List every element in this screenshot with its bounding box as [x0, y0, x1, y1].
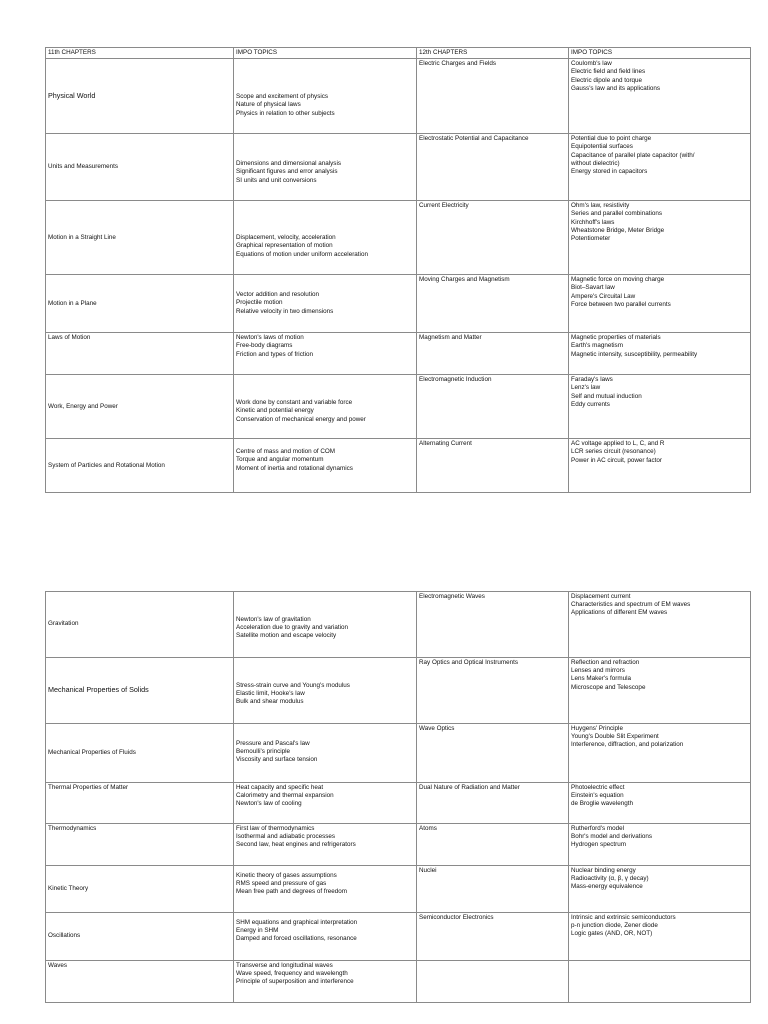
chapter-12-cell	[417, 59, 569, 134]
chapter-11-cell	[46, 866, 234, 913]
topic-item: without dielectric)	[571, 159, 620, 167]
topic-item: Conservation of mechanical energy and power	[236, 415, 366, 423]
table-row	[46, 866, 751, 913]
topic-item: Energy in SHM	[236, 927, 279, 935]
table-row	[46, 59, 751, 134]
topics-11-cell	[234, 201, 417, 275]
table-row	[46, 134, 751, 201]
topics-12-cell	[569, 724, 751, 783]
topics-12-cell	[569, 824, 751, 866]
topics-11-cell	[234, 658, 417, 724]
header-11th-chapters: 11th CHAPTERS	[46, 48, 234, 59]
chapter-11-cell	[46, 724, 234, 783]
chapter-12-name: Alternating Current	[419, 440, 472, 448]
chapter-11-name: Work, Energy and Power	[48, 402, 118, 410]
topic-item: Principle of superposition and interference	[236, 978, 354, 986]
topics-11-cell	[234, 134, 417, 201]
chapter-11-cell	[46, 134, 234, 201]
topic-item: Kinetic and potential energy	[236, 407, 314, 415]
topics-12-cell	[569, 201, 751, 275]
chapter-11-name: Kinetic Theory	[48, 884, 89, 892]
chapter-11-cell	[46, 333, 234, 375]
topic-item: Viscosity and surface tension	[236, 756, 318, 764]
topic-item: Magnetic properties of materials	[571, 334, 661, 342]
chapter-11-cell	[46, 592, 234, 658]
chapter-12-name: Atoms	[419, 825, 437, 832]
table-row	[46, 592, 751, 658]
topics-11-cell	[234, 824, 417, 866]
topic-item: Lenz's law	[571, 384, 601, 392]
topics-11-cell	[234, 59, 417, 134]
chapter-12-name: Electromagnetic Waves	[419, 593, 485, 600]
chapter-11-cell	[46, 913, 234, 961]
topic-item: Series and parallel combinations	[571, 210, 663, 218]
chapter-11-cell	[46, 658, 234, 724]
topic-item: First law of thermodynamics	[236, 825, 315, 832]
topic-item: Mean free path and degrees of freedom	[236, 888, 347, 896]
chapter-11-name: Motion in a Straight Line	[48, 233, 116, 241]
syllabus-table-2	[45, 591, 751, 1003]
topic-item: Scope and excitement of physics	[236, 93, 329, 101]
chapter-12-cell	[417, 201, 569, 275]
topics-12-cell	[569, 961, 751, 1003]
table-row	[46, 724, 751, 783]
topic-item: Nuclear binding energy	[571, 867, 636, 874]
chapter-11-cell	[46, 824, 234, 866]
topics-12-cell	[569, 866, 751, 913]
topic-item: Moment of inertia and rotational dynamics	[236, 464, 353, 472]
topic-item: Transverse and longitudinal waves	[236, 962, 333, 969]
table-row	[46, 201, 751, 275]
table-row	[46, 961, 751, 1003]
topic-item: Equipotential surfaces	[571, 143, 633, 151]
topic-item: Potentiometer	[571, 235, 611, 243]
chapter-12-name: Moving Charges and Magnetism	[419, 276, 510, 284]
chapter-12-cell	[417, 375, 569, 439]
topics-11-cell	[234, 592, 417, 658]
topic-item: Equations of motion under uniform acceleration	[236, 250, 368, 258]
topic-item: Displacement current	[571, 593, 631, 600]
chapter-11-cell	[46, 375, 234, 439]
chapter-11-name: Mechanical Properties of Solids	[48, 685, 149, 695]
topic-item: Bohr's model and derivations	[571, 833, 653, 841]
chapter-12-name: Dual Nature of Radiation and Matter	[419, 784, 520, 791]
chapter-11-name: Units and Measurements	[48, 163, 118, 171]
topic-item: RMS speed and pressure of gas	[236, 880, 327, 888]
topic-item: Elastic limit, Hooke's law	[236, 690, 305, 698]
header-row	[46, 48, 751, 59]
topic-item: Earth's magnetism	[571, 342, 623, 350]
topic-item: de Broglie wavelength	[571, 800, 633, 808]
topic-item: SHM equations and graphical interpretation	[236, 919, 358, 926]
chapter-11-cell	[46, 783, 234, 824]
topic-item: Force between two parallel currents	[571, 300, 671, 308]
topics-11-cell	[234, 375, 417, 439]
chapter-11-cell	[46, 961, 234, 1003]
table-row	[46, 913, 751, 961]
chapter-12-cell	[417, 824, 569, 866]
topics-12-cell	[569, 658, 751, 724]
topic-item: Photoelectric effect	[571, 784, 625, 791]
chapter-11-name: Thermodynamics	[48, 825, 97, 832]
header-12th-chapters: 12th CHAPTERS	[417, 48, 569, 59]
topic-item: Self and mutual induction	[571, 392, 642, 400]
topics-11-cell	[234, 333, 417, 375]
topics-12-cell	[569, 913, 751, 961]
topics-12-cell	[569, 275, 751, 333]
topic-item: Gauss's law and its applications	[571, 84, 661, 92]
topic-item: Microscope and Telescope	[571, 683, 646, 691]
table-1-body	[46, 59, 751, 493]
table-row	[46, 439, 751, 493]
topic-item: Projectile motion	[236, 299, 283, 307]
chapter-12-cell	[417, 724, 569, 783]
topic-item: Power in AC circuit, power factor	[571, 456, 662, 464]
chapter-11-name: Mechanical Properties of Fluids	[48, 748, 136, 756]
topic-item: Acceleration due to gravity and variation	[236, 624, 349, 632]
topic-item: Magnetic intensity, susceptibility, permeability	[571, 350, 698, 358]
chapter-12-name: Magnetism and Matter	[419, 334, 482, 342]
topic-item: Logic gates (AND, OR, NOT)	[571, 930, 653, 938]
topics-11-cell	[234, 439, 417, 493]
topic-item: Ohm's law, resistivity	[571, 202, 630, 210]
topics-11-cell	[234, 783, 417, 824]
topic-item: Graphical representation of motion	[236, 242, 333, 250]
chapter-11-name: Gravitation	[48, 620, 79, 628]
topic-item: SI units and unit conversions	[236, 176, 317, 184]
topic-item: Kinetic theory of gases assumptions	[236, 872, 337, 879]
chapter-11-cell	[46, 201, 234, 275]
topics-11-cell	[234, 866, 417, 913]
table-row	[46, 375, 751, 439]
chapter-11-cell	[46, 439, 234, 493]
topics-11-cell	[234, 961, 417, 1003]
topic-item: Vector addition and resolution	[236, 291, 319, 299]
topic-item: Radioactivity (α, β, γ decay)	[571, 875, 649, 883]
topic-item: Lenses and mirrors	[571, 667, 625, 675]
chapter-12-cell	[417, 134, 569, 201]
topic-item: Hydrogen spectrum	[571, 841, 626, 849]
chapter-12-cell	[417, 275, 569, 333]
chapter-11-name: Thermal Properties of Matter	[48, 784, 129, 791]
table-row	[46, 783, 751, 824]
topic-item: Coulomb's law	[571, 60, 612, 68]
chapter-12-name: Current Electricity	[419, 202, 469, 210]
topic-item: Displacement, velocity, acceleration	[236, 234, 336, 242]
chapter-12-cell	[417, 658, 569, 724]
topic-item: Pressure and Pascal's law	[236, 740, 310, 747]
topic-item: Second law, heat engines and refrigerators	[236, 841, 356, 849]
chapter-11-name: Motion in a Plane	[48, 299, 97, 307]
topic-item: Potential due to point charge	[571, 135, 652, 143]
topic-item: Faraday's laws	[571, 376, 613, 384]
topic-item: Magnetic force on moving charge	[571, 276, 665, 284]
topic-item: Interference, diffraction, and polarization	[571, 741, 684, 749]
header-impo-topics-12: IMPO TOPICS	[569, 48, 751, 59]
topics-12-cell	[569, 333, 751, 375]
chapter-11-name: Waves	[48, 962, 68, 969]
topic-item: Centre of mass and motion of COM	[236, 448, 336, 456]
topic-item: Energy stored in capacitors	[571, 168, 648, 176]
chapter-11-name: Laws of Motion	[48, 334, 91, 342]
table-row	[46, 824, 751, 866]
table-2-body	[46, 592, 751, 1003]
topics-12-cell	[569, 375, 751, 439]
table-row	[46, 275, 751, 333]
topic-item: Dimensions and dimensional analysis	[236, 160, 342, 168]
chapter-12-name: Ray Optics and Optical Instruments	[419, 659, 519, 666]
topic-item: Newton's law of cooling	[236, 800, 302, 808]
topic-item: Physics in relation to other subjects	[236, 109, 335, 117]
topic-item: Work done by constant and variable force	[236, 399, 353, 407]
topic-item: Nature of physical laws	[236, 101, 301, 109]
chapter-12-name: Electromagnetic Induction	[419, 376, 492, 384]
topic-item: Free-body diagrams	[236, 342, 293, 350]
topic-item: Damped and forced oscillations, resonance	[236, 935, 357, 943]
syllabus-table-1	[45, 47, 751, 493]
topics-12-cell	[569, 592, 751, 658]
topic-item: Mass-energy equivalence	[571, 883, 643, 891]
topic-item: Calorimetry and thermal expansion	[236, 792, 334, 800]
chapter-11-cell	[46, 59, 234, 134]
topic-item: Relative velocity in two dimensions	[236, 307, 334, 315]
topic-item: Einstein's equation	[571, 792, 624, 800]
topic-item: Electric dipole and torque	[571, 76, 643, 84]
chapter-12-name: Semiconductor Electronics	[419, 914, 494, 921]
table-row	[46, 333, 751, 375]
chapter-11-name: Oscillations	[48, 932, 81, 940]
chapter-12-cell	[417, 592, 569, 658]
topic-item: Huygens' Principle	[571, 725, 623, 732]
topic-item: Torque and angular momentum	[236, 456, 324, 464]
chapter-11-cell	[46, 275, 234, 333]
topic-item: Characteristics and spectrum of EM waves	[571, 601, 691, 609]
topic-item: Isothermal and adiabatic processes	[236, 833, 336, 841]
topics-11-cell	[234, 724, 417, 783]
topics-12-cell	[569, 59, 751, 134]
topic-item: Biot–Savart law	[571, 284, 615, 292]
topic-item: Ampere's Circuital Law	[571, 292, 636, 300]
header-impo-topics-11: IMPO TOPICS	[234, 48, 417, 59]
chapter-11-name: System of Particles and Rotational Motion	[48, 461, 165, 469]
topic-item: Reflection and refraction	[571, 659, 640, 666]
table-row	[46, 658, 751, 724]
topic-item: Bernoulli's principle	[236, 748, 291, 756]
chapter-12-cell	[417, 439, 569, 493]
topic-item: AC voltage applied to L, C, and R	[571, 440, 665, 448]
chapter-12-cell	[417, 961, 569, 1003]
topics-12-cell	[569, 134, 751, 201]
topic-item: Newton's laws of motion	[236, 334, 304, 342]
topic-item: Bulk and shear modulus	[236, 698, 304, 706]
chapter-12-cell	[417, 783, 569, 824]
topic-item: Intrinsic and extrinsic semiconductors	[571, 914, 676, 921]
topic-item: Lens Maker's formula	[571, 675, 631, 683]
topic-item: Friction and types of friction	[236, 350, 313, 358]
chapter-12-name: Electric Charges and Fields	[419, 60, 496, 68]
topics-11-cell	[234, 275, 417, 333]
topic-item: Stress-strain curve and Young's modulus	[236, 682, 350, 689]
topic-item: Electric field and field lines	[571, 68, 646, 76]
topic-item: Eddy currents	[571, 400, 610, 408]
topic-item: Rutherford's model	[571, 825, 625, 832]
chapter-11-name: Physical World	[48, 91, 96, 101]
topics-12-cell	[569, 783, 751, 824]
topic-item: LCR series circuit (resonance)	[571, 448, 656, 456]
topic-item: Young's Double Slit Experiment	[571, 733, 659, 741]
topic-item: p-n junction diode, Zener diode	[571, 922, 658, 930]
topic-item: Heat capacity and specific heat	[236, 784, 324, 791]
topics-12-cell	[569, 439, 751, 493]
chapter-12-name: Electrostatic Potential and Capacitance	[419, 135, 529, 143]
topic-item: Capacitance of parallel plate capacitor (with/	[571, 151, 695, 159]
chapter-12-name: Nuclei	[419, 867, 437, 874]
topic-item: Significant figures and error analysis	[236, 168, 338, 176]
topic-item: Applications of different EM waves	[571, 609, 668, 617]
chapter-12-cell	[417, 333, 569, 375]
topics-11-cell	[234, 913, 417, 961]
topic-item: Satellite motion and escape velocity	[236, 632, 337, 640]
chapter-12-cell	[417, 866, 569, 913]
topic-item: Wave speed, frequency and wavelength	[236, 970, 348, 978]
topic-item: Wheatstone Bridge, Meter Bridge	[571, 226, 665, 234]
chapter-12-name: Wave Optics	[419, 725, 455, 732]
topic-item: Newton's law of gravitation	[236, 616, 311, 623]
topic-item: Kirchhoff's laws	[571, 218, 615, 226]
chapter-12-cell	[417, 913, 569, 961]
